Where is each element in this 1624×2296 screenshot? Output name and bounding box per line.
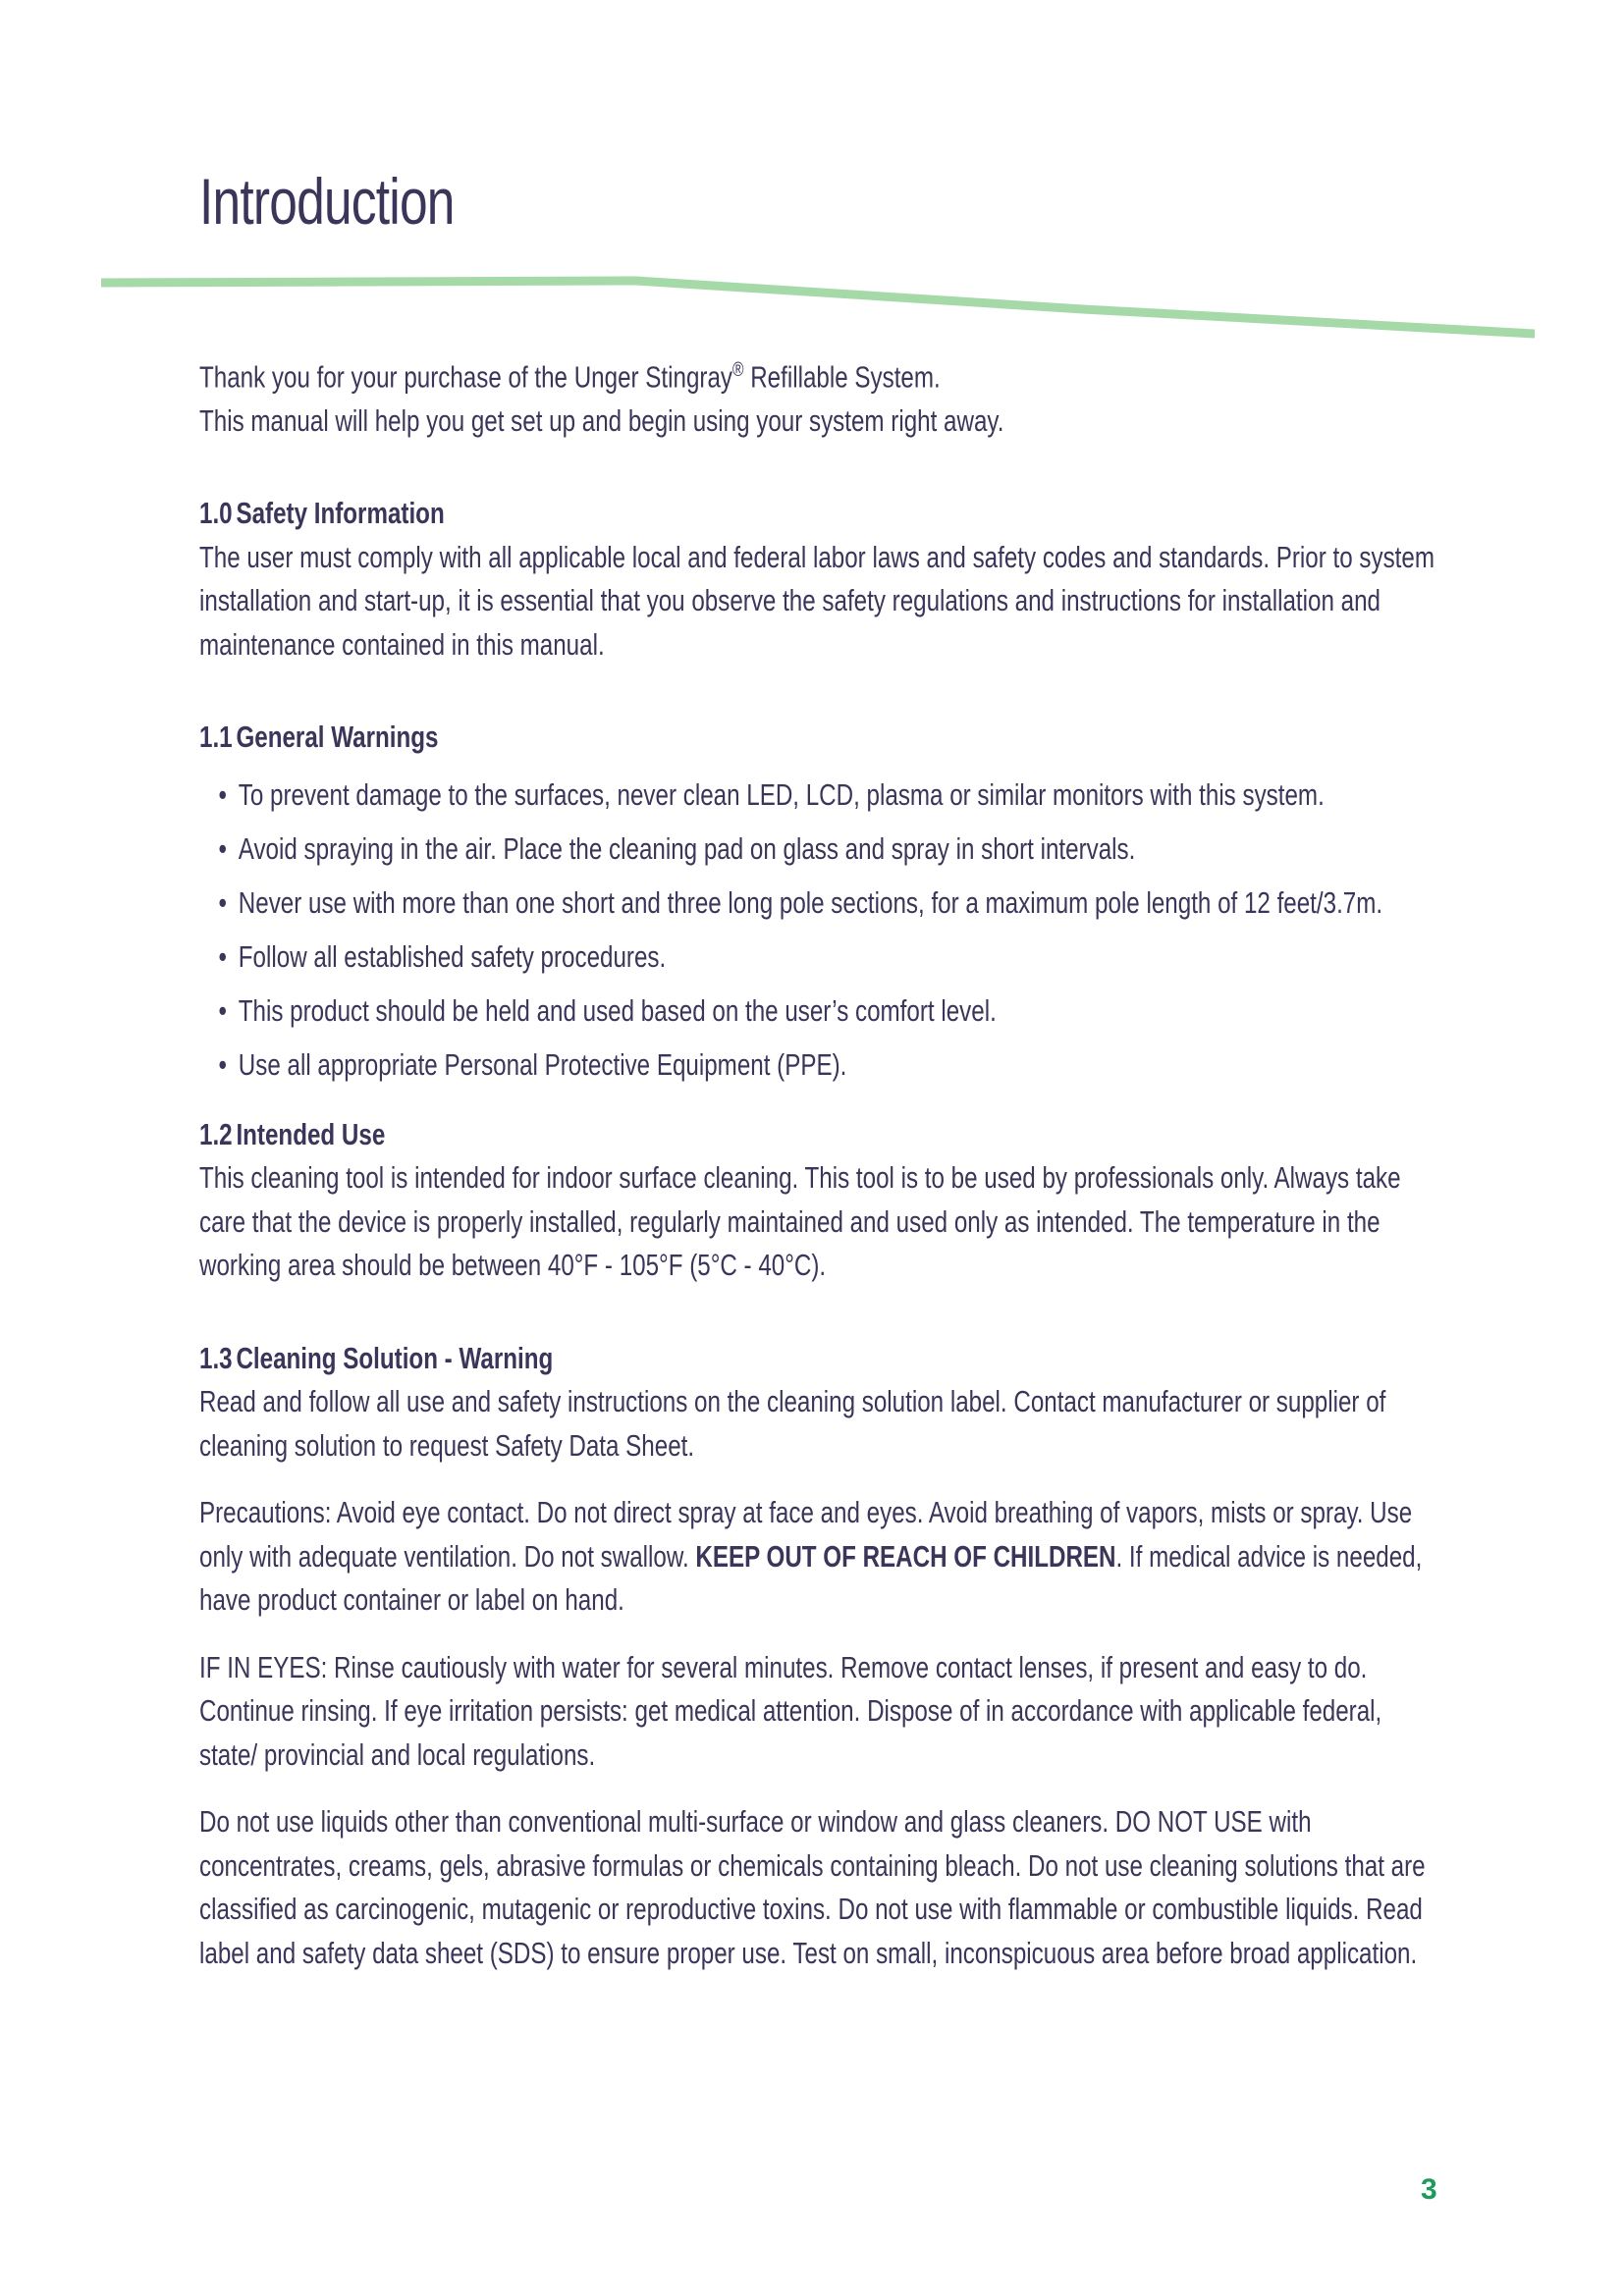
list-item: • Follow all established safety procedures. bbox=[218, 938, 667, 974]
list-item: • Avoid spraying in the air. Place the cleaning pad on glass and spray in short intervals. bbox=[218, 830, 1136, 866]
do-not-use-paragraph: Do not use liquids other than conventional multi-surface or window and glass cleaners. DO NOT USE with concentrates, creams, gels, abrasive formulas or chemicals containing bleach. Do not use cleaning solutions that are classified as carcinogenic, mutagenic or reproductive toxins. Do not use with flammable or combustible liquids. Read label and safety data sheet (SDS) to ensure proper use. Test on small, inconspicuous area before broad application. bbox=[199, 1804, 1426, 1970]
list-item: • Use all appropriate Personal Protective Equipment (PPE). bbox=[218, 1046, 847, 1082]
registered-mark: ® bbox=[732, 359, 744, 381]
section-heading: 1.0 Safety Information bbox=[199, 496, 445, 531]
precautions-paragraph: Precautions: Avoid eye contact. Do not direct spray at face and eyes. Avoid breathing of vapors, mists or spray. Use only with adequate ventilation. Do not swallow. KEEP OUT OF REACH OF CHILDREN. If medical advice is needed, have product container or label on hand. bbox=[199, 1495, 1423, 1618]
section-heading: 1.1 General Warnings bbox=[199, 720, 439, 755]
page-title: Introduction bbox=[199, 165, 455, 238]
section-cleaning-solution-warning bbox=[199, 1337, 1435, 1976]
warnings-list bbox=[199, 768, 1435, 1092]
intro-line-2: This manual will help you get set up and begin using your system right away. bbox=[199, 402, 1004, 438]
section-intended-use bbox=[199, 1113, 1435, 1288]
list-item: • To prevent damage to the surfaces, never clean LED, LCD, plasma or similar monitors with this system. bbox=[218, 776, 1325, 812]
page-content bbox=[199, 348, 1436, 2024]
cleaning-solution-paragraph-1: Read and follow all use and safety instructions on the cleaning solution label. Contact manufacturer or supplier of cleaning solution to request Safety Data Sheet. bbox=[199, 1384, 1386, 1463]
keep-out-of-reach-warning: KEEP OUT OF REACH OF CHILDREN bbox=[695, 1538, 1116, 1574]
section-body: This cleaning tool is intended for indoor surface cleaning. This tool is to be used by professionals only. Always take care that the device is properly installed, regularly maintained and used only as intended. The temperature in the working area should be between 40°F - 105°F (5°C - 40°C). bbox=[199, 1160, 1401, 1283]
list-item: • This product should be held and used based on the user’s comfort level. bbox=[218, 992, 997, 1028]
section-body: The user must comply with all applicable local and federal labor laws and safety codes and standards. Prior to system installation and start-up, it is essential that you observe the safety regulations and instructions for installation and maintenance contained in this manual. bbox=[199, 539, 1435, 662]
section-heading: 1.2 Intended Use bbox=[199, 1116, 386, 1151]
if-in-eyes-paragraph: IF IN EYES: Rinse cautiously with water for several minutes. Remove contact lenses, if present and easy to do. Continue rinsing. If eye irritation persists: get medical attention. Dispose of in accordance with applicable federal, state/ provincial and local regulations. bbox=[199, 1649, 1382, 1772]
intro bbox=[199, 348, 1435, 443]
section-safety-information bbox=[199, 492, 1435, 667]
list-item: • Never use with more than one short and three long pole sections, for a maximum pole length of 12 feet/3.7m. bbox=[218, 884, 1383, 920]
section-general-warnings bbox=[199, 716, 1435, 1092]
intro-line-1: Thank you for your purchase of the Unger Stingray® Refillable System. bbox=[199, 359, 941, 395]
section-heading: 1.3 Cleaning Solution - Warning bbox=[199, 1340, 554, 1375]
page-number: 3 bbox=[1421, 2173, 1437, 2206]
